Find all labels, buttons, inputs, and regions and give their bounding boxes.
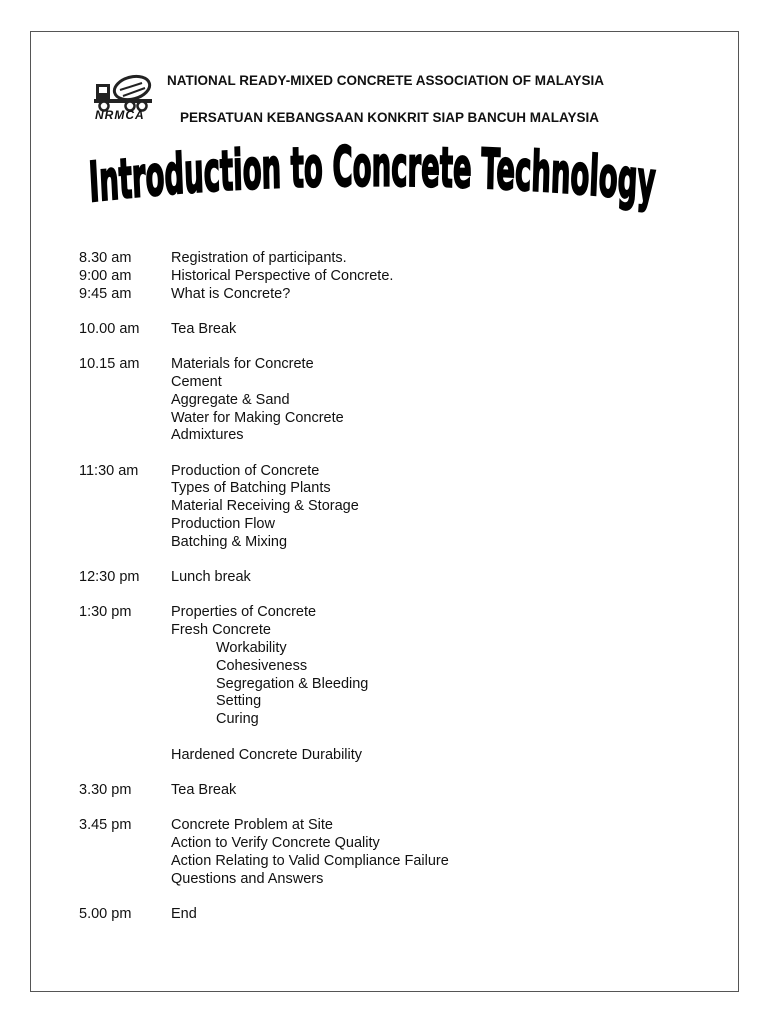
topic-line: Questions and Answers: [171, 870, 324, 887]
agenda-entry: [79, 569, 719, 587]
time-label: 3.30 pm: [79, 782, 132, 799]
agenda-topics: [171, 321, 719, 339]
topic-line: Aggregate & Sand: [171, 391, 290, 408]
topic-line: Materials for Concrete: [171, 356, 314, 373]
agenda-entry: [79, 463, 719, 552]
topic-line: Concrete Problem at Site: [171, 817, 333, 834]
agenda-topics: [171, 463, 719, 552]
topic-line: Segregation & Bleeding: [216, 675, 369, 692]
title-wordart: [87, 135, 664, 228]
agenda-time: [79, 569, 171, 587]
topic-line: Cement: [171, 373, 222, 390]
topic-line: Tea Break: [171, 782, 237, 799]
organization-name-english: NATIONAL READY-MIXED CONCRETE ASSOCIATION OF MALAYSIA: [167, 73, 605, 88]
agenda-time: [79, 817, 171, 888]
time-label: 12:30 pm: [79, 569, 140, 586]
topic-line: Action Relating to Valid Compliance Failure: [171, 853, 449, 870]
time-label: 10.00 am: [79, 320, 140, 337]
agenda-time: [79, 906, 171, 924]
topic-line: Hardened Concrete Durability: [171, 746, 363, 763]
agenda-topics: [171, 906, 719, 924]
topic-line: Production Flow: [171, 516, 275, 533]
agenda-topics: [171, 569, 719, 587]
topic-line: Production of Concrete: [171, 462, 320, 479]
topic-line: Historical Perspective of Concrete.: [171, 267, 394, 284]
agenda-topics: [171, 817, 719, 888]
agenda-time: [79, 321, 171, 339]
agenda-topics: [171, 250, 719, 303]
document-title: Introduction to Concrete Technology: [87, 135, 664, 216]
topic-line: Water for Making Concrete: [171, 409, 344, 426]
topic-line: What is Concrete?: [171, 285, 291, 302]
time-label: 9:45 am: [79, 285, 132, 302]
topic-line: Admixtures: [171, 427, 244, 444]
agenda-time: [79, 356, 171, 445]
topic-line: Curing: [216, 711, 259, 728]
agenda-time: [79, 250, 171, 303]
agenda-topics: [171, 782, 719, 800]
agenda-schedule: [79, 250, 719, 941]
agenda-topics: [171, 356, 719, 445]
topic-line: Fresh Concrete: [171, 622, 271, 639]
topic-line: Batching & Mixing: [171, 533, 288, 550]
time-label: 9:00 am: [79, 267, 132, 284]
topic-line: Material Receiving & Storage: [171, 498, 359, 515]
time-label: 8.30 am: [79, 250, 132, 266]
agenda-entry: [79, 604, 719, 764]
topic-line: Tea Break: [171, 320, 237, 337]
time-label: 5.00 pm: [79, 906, 132, 923]
time-label: 1:30 pm: [79, 604, 132, 621]
agenda-entry: [79, 906, 719, 924]
agenda-time: [79, 604, 171, 764]
topic-line: Action to Verify Concrete Quality: [171, 835, 380, 852]
topic-line: Lunch break: [171, 569, 251, 586]
organization-name-malay: PERSATUAN KEBANGSAAN KONKRIT SIAP BANCUH MALAYSIA: [180, 110, 600, 125]
topic-line: End: [171, 906, 197, 923]
agenda-time: [79, 782, 171, 800]
agenda-time: [79, 463, 171, 552]
agenda-topics: [171, 604, 719, 764]
topic-line: Registration of participants.: [171, 250, 347, 266]
time-label: 3.45 pm: [79, 817, 132, 834]
topic-line: Workability: [216, 640, 287, 657]
agenda-entry: [79, 782, 719, 800]
topic-line: Properties of Concrete: [171, 604, 317, 621]
agenda-entry: [79, 250, 719, 303]
agenda-entry: [79, 817, 719, 888]
time-label: 10.15 am: [79, 356, 140, 373]
topic-line: Setting: [216, 693, 262, 710]
agenda-entry: [79, 356, 719, 445]
logo-text: NRMCA: [95, 108, 145, 122]
topic-line: Cohesiveness: [216, 657, 308, 674]
agenda-entry: [79, 321, 719, 339]
time-label: 11:30 am: [79, 462, 139, 479]
topic-line: Types of Batching Plants: [171, 480, 331, 497]
